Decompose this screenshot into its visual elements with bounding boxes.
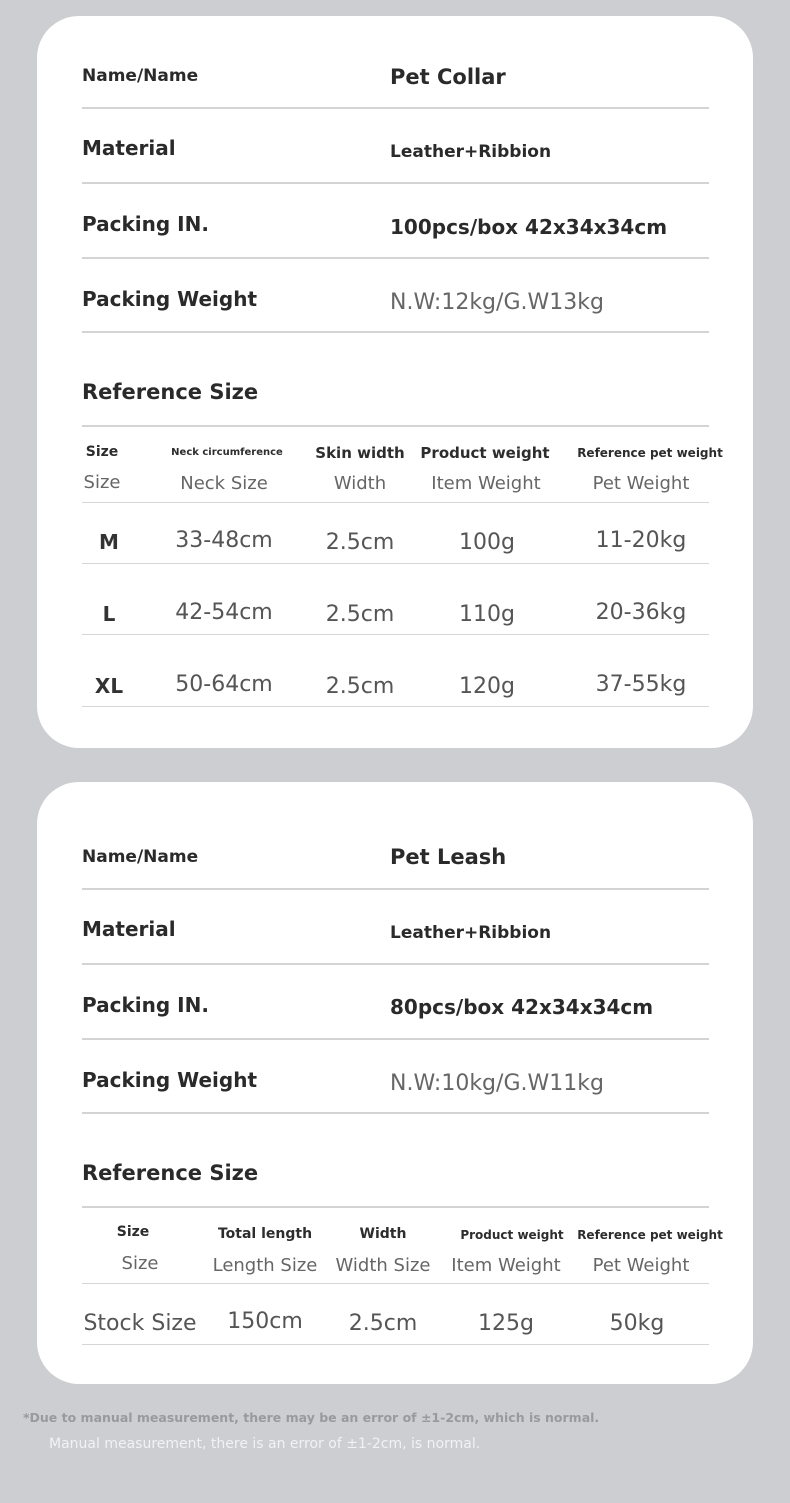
col-header-neck: Neck circumference — [171, 447, 283, 458]
divider — [82, 888, 709, 890]
col-header-size: Size — [116, 1224, 150, 1240]
divider — [82, 963, 709, 965]
packing-in-value: 80pcs/box 42x34x34cm — [390, 995, 654, 1019]
col-subheader-width: Width — [333, 473, 387, 494]
material-value: Leather+Ribbion — [390, 142, 552, 162]
table-divider — [82, 706, 709, 707]
neck-size-cell: 50-64cm — [175, 672, 273, 697]
col-subheader-size: Size — [121, 1253, 159, 1274]
table-divider — [82, 1283, 709, 1284]
size-cell: M — [99, 530, 119, 554]
item-weight-cell: 125g — [478, 1311, 534, 1336]
divider — [82, 182, 709, 184]
material-label: Material — [82, 917, 176, 941]
name-value: Pet Leash — [390, 845, 507, 869]
col-header-product-weight: Product weight — [420, 444, 550, 462]
neck-size-cell: 33-48cm — [175, 528, 273, 553]
col-subheader-item-weight: Item Weight — [431, 473, 541, 494]
table-divider — [82, 563, 709, 564]
col-subheader-width: Width Size — [335, 1255, 431, 1276]
width-cell: 2.5cm — [325, 674, 395, 699]
name-label: Name/Name — [82, 66, 199, 86]
col-header-size: Size — [85, 444, 119, 460]
pet-weight-cell: 11-20kg — [595, 528, 687, 553]
material-label: Material — [82, 136, 176, 160]
packing-in-label: Packing IN. — [82, 212, 209, 236]
divider — [82, 257, 709, 259]
col-header-width: Width — [359, 1226, 407, 1242]
neck-size-cell: 42-54cm — [175, 600, 273, 625]
pet-leash-card — [37, 782, 753, 1384]
item-weight-cell: 120g — [459, 674, 515, 699]
divider — [82, 331, 709, 333]
size-cell: L — [102, 602, 116, 626]
packing-in-value: 100pcs/box 42x34x34cm — [390, 215, 668, 239]
col-header-product-weight: Product weight — [460, 1228, 564, 1242]
item-weight-cell: 110g — [459, 602, 515, 627]
col-subheader-length: Length Size — [212, 1255, 318, 1276]
divider — [82, 107, 709, 109]
col-subheader-pet-weight: Pet Weight — [592, 1255, 690, 1276]
size-cell: Stock Size — [83, 1311, 197, 1336]
pet-collar-card — [37, 16, 753, 748]
col-header-reference-pet-weight: Reference pet weight — [577, 1228, 723, 1242]
table-divider — [82, 634, 709, 635]
table-divider — [82, 1344, 709, 1345]
reference-size-title: Reference Size — [82, 1161, 259, 1185]
packing-weight-value: N.W:10kg/G.W11kg — [390, 1071, 604, 1096]
packing-weight-value: N.W:12kg/G.W13kg — [390, 290, 604, 315]
divider — [82, 1038, 709, 1040]
item-weight-cell: 100g — [459, 530, 515, 555]
length-cell: 150cm — [227, 1309, 303, 1334]
width-cell: 2.5cm — [325, 602, 395, 627]
pet-weight-cell: 37-55kg — [595, 672, 687, 697]
col-header-reference-pet-weight: Reference pet weight — [577, 446, 723, 460]
col-subheader-item-weight: Item Weight — [451, 1255, 561, 1276]
col-subheader-pet-weight: Pet Weight — [592, 473, 690, 494]
divider — [82, 1206, 709, 1208]
packing-weight-label: Packing Weight — [82, 287, 258, 311]
material-value: Leather+Ribbion — [390, 923, 552, 943]
col-subheader-size: Size — [83, 472, 121, 493]
width-cell: 2.5cm — [325, 530, 395, 555]
packing-weight-label: Packing Weight — [82, 1068, 258, 1092]
divider — [82, 425, 709, 427]
name-value: Pet Collar — [390, 65, 506, 89]
name-label: Name/Name — [82, 847, 199, 867]
col-header-total-length: Total length — [217, 1226, 313, 1242]
width-cell: 2.5cm — [348, 1311, 418, 1336]
pet-weight-cell: 20-36kg — [595, 600, 687, 625]
size-cell: XL — [94, 674, 124, 698]
pet-weight-cell: 50kg — [609, 1311, 665, 1336]
table-divider — [82, 502, 709, 503]
col-subheader-neck: Neck Size — [180, 473, 268, 494]
col-header-skin-width: Skin width — [315, 444, 405, 462]
packing-in-label: Packing IN. — [82, 993, 209, 1017]
measurement-note: *Due to manual measurement, there may be an error of ±1-2cm, which is normal. — [23, 1410, 600, 1425]
divider — [82, 1112, 709, 1114]
measurement-note-secondary: Manual measurement, there is an error of ±1-2cm, is normal. — [49, 1436, 481, 1452]
reference-size-title: Reference Size — [82, 380, 259, 404]
